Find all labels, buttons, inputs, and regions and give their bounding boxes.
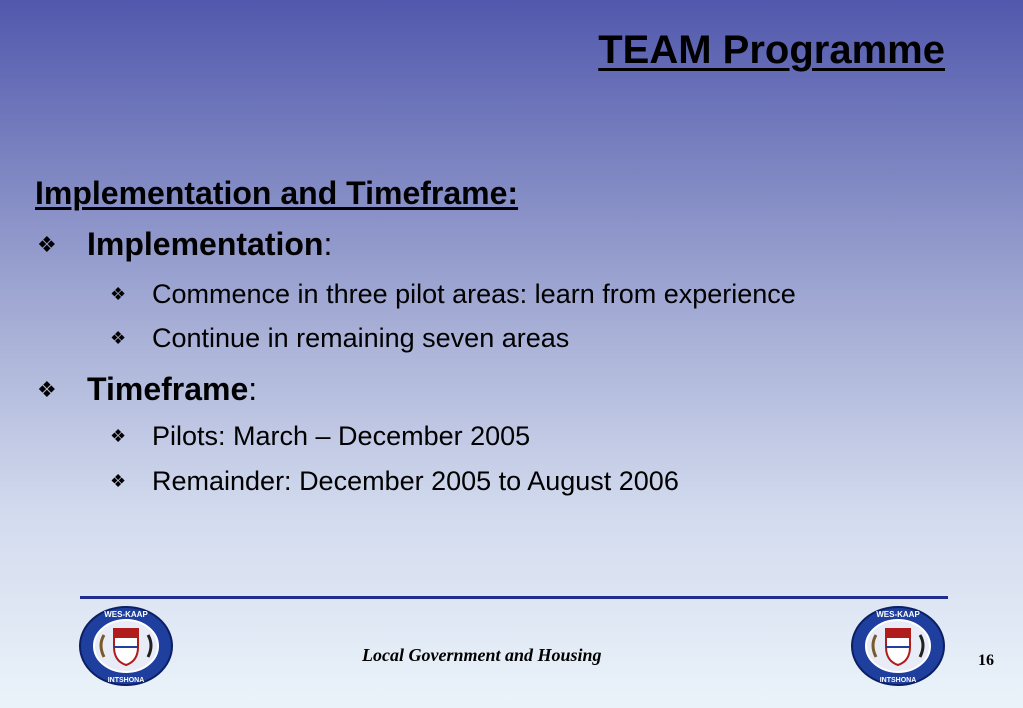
diamond-bullet-icon: ❖ [110, 426, 127, 446]
sub-bullet [110, 421, 530, 452]
sub-bullet [110, 466, 679, 497]
page-number: 16 [978, 652, 994, 669]
sub-bullet-text: Commence in three pilot areas: learn from experience [152, 279, 796, 309]
bullet-suffix: : [248, 371, 258, 407]
western-cape-seal-icon [78, 605, 174, 687]
diamond-bullet-icon: ❖ [110, 328, 127, 348]
slide-title: TEAM Programme [598, 28, 945, 72]
sub-bullet [110, 279, 796, 310]
sub-bullet-text: Continue in remaining seven areas [152, 323, 570, 353]
diamond-bullet-icon: ❖ [110, 471, 127, 491]
sub-bullet-text: Pilots: March – December 2005 [152, 421, 531, 451]
svg-text:WES-KAAP: WES-KAAP [876, 610, 920, 619]
footer-divider [80, 596, 948, 599]
bullet-label: Implementation [87, 226, 324, 262]
footer-department: Local Government and Housing [362, 645, 602, 665]
sub-bullet-text: Remainder: December 2005 to August 2006 [152, 466, 679, 496]
bullet-timeframe [37, 371, 257, 408]
svg-text:WES-KAAP: WES-KAAP [104, 610, 148, 619]
diamond-bullet-icon: ❖ [37, 231, 57, 257]
diamond-bullet-icon: ❖ [37, 376, 57, 402]
section-heading: Implementation and Timeframe: [35, 175, 519, 211]
svg-text:INTSHONA: INTSHONA [107, 677, 145, 684]
western-cape-seal-icon [850, 605, 946, 687]
bullet-implementation [37, 226, 332, 263]
sub-bullet [110, 323, 569, 354]
diamond-bullet-icon: ❖ [110, 284, 127, 304]
bullet-suffix: : [323, 226, 333, 262]
bullet-label: Timeframe [87, 371, 249, 407]
svg-text:INTSHONA: INTSHONA [879, 677, 917, 684]
